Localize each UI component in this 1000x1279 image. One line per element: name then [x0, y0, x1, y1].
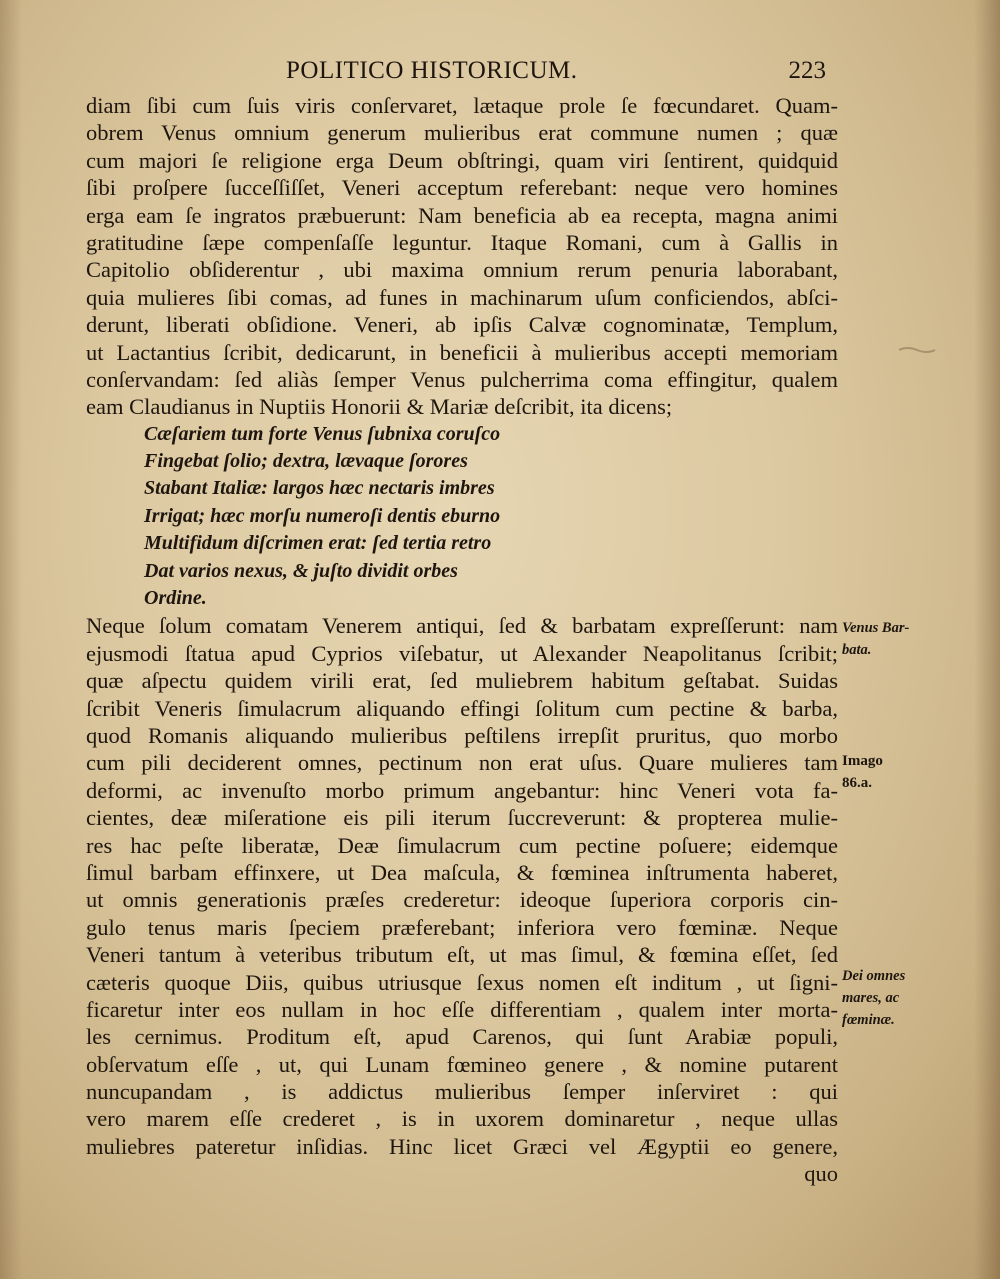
running-title: POLITICO HISTORICUM.: [286, 57, 578, 84]
text-line: quod Romanis aliquando mulieribus peſtilens irrepſit pruritus, quo morbo: [86, 722, 838, 748]
page-number: 223: [788, 57, 826, 84]
text-line: ut Lactantius ſcribit, dedicarunt, in beneficii à mulieribus accepti memoriam: [86, 339, 838, 365]
text-line: les cernimus. Proditum eſt, apud Carenos, qui ſunt Arabiæ populi,: [86, 1024, 838, 1050]
text-line: cum pili deciderent omnes, pectinum non erat uſus. Quare mulieres tam: [86, 750, 838, 776]
text-line: ſcribit Veneris ſimulacrum aliquando effingi ſolitum cum pectine & barba,: [86, 695, 838, 721]
text-line: obſervatum eſſe , ut, qui Lunam fœmineo genere , & nomine putarent: [86, 1051, 838, 1077]
verse-line: Cæſariem tum forte Venus ſubnixa coruſco: [144, 422, 501, 445]
text-line: nuncupandam , is addictus mulieribus ſemper inſerviret : qui: [86, 1079, 838, 1105]
text-line: Capitolio obſiderentur , ubi maxima omnium rerum penuria laborabant,: [86, 257, 838, 283]
verse-line: Multifidum diſcrimen erat: ſed tertia retro: [144, 532, 492, 555]
text-line: muliebres pateretur inſidias. Hinc licet Græci vel Ægyptii eo genere,: [86, 1133, 838, 1159]
text-line: cæteris quoque Diis, quibus utriusque ſexus nomen eſt inditum , ut ſigni-: [86, 969, 838, 995]
text-line: ſibi proſpere ſucceſſiſſet, Veneri acceptum referebant: neque vero homines: [86, 175, 838, 201]
margin-note-line: Venus Bar-: [842, 620, 910, 636]
margin-note-line: Imago: [842, 753, 883, 769]
catchword: quo: [804, 1161, 838, 1187]
text-line: ut omnis generationis præſes crederetur: ideoque ſuperiora corporis cin-: [86, 887, 838, 913]
text-line: quia mulieres ſibi comas, ad funes in machinarum uſum conficiendos, abſci-: [86, 284, 838, 310]
text-line: gulo tenus maris ſpeciem præferebant; inferiora vero fœminæ. Neque: [86, 914, 838, 940]
text-line: Neque ſolum comatam Venerem antiqui, ſed & barbatam expreſſerunt: nam: [86, 613, 838, 639]
text-line: cum majori ſe religione erga Deum obſtringi, quam viri ſentirent, quidquid: [86, 147, 838, 173]
margin-note-venus-barbata: [842, 617, 909, 661]
margin-note-line: mares, ac: [842, 990, 900, 1006]
text-line: eam Claudianus in Nuptiis Honorii & Mariæ deſcribit, ita dicens;: [86, 394, 673, 420]
verse-line: Ordine.: [144, 587, 207, 610]
margin-note-dei-omnes: [842, 965, 905, 1031]
text-line: Veneri tantum à veteribus tributum eſt, ut mas ſimul, & fœmina eſſet, ſed: [86, 942, 838, 968]
text-line: quæ aſpectu quidem virili erat, ſed muliebrem habitum geſtabat. Suidas: [86, 668, 838, 694]
text-line: ejusmodi ſtatua apud Cyprios viſebatur, ut Alexander Neapolitanus ſcribit;: [86, 640, 838, 666]
text-line: ſimul barbam effinxere, ut Dea maſcula, & fœminea inſtrumenta haberet,: [86, 859, 838, 885]
text-line: cientes, deæ miſeratione eis pili iterum ſuccreverunt: & propterea mulie-: [86, 805, 838, 831]
text-line: derunt, liberati obſidione. Veneri, ab ipſis Calvæ cognominatæ, Templum,: [86, 312, 838, 338]
margin-note-line: bata.: [842, 642, 872, 658]
text-line: gratitudine ſæpe compenſaſſe leguntur. Itaque Romani, cum à Gallis in: [86, 229, 838, 255]
text-line: deformi, ac invenuſto morbo primum angebantur: hinc Veneri vota fa-: [86, 777, 838, 803]
text-line: diam ſibi cum ſuis viris conſervaret, lætaque prole ſe fœcundaret. Quam-: [86, 93, 838, 118]
text-line: erga eam ſe ingratos præbuerunt: Nam beneficia ab ea recepta, magna animi: [86, 202, 838, 228]
ink-smudge-decoration: [897, 344, 937, 356]
verse-line: Dat varios nexus, & juſto dividit orbes: [144, 559, 458, 582]
margin-note-imago: [842, 750, 883, 794]
margin-note-line: 86.a.: [842, 775, 872, 791]
text-line: obrem Venus omnium generum mulieribus erat commune numen ; quæ: [86, 120, 838, 146]
margin-note-line: fœminæ.: [842, 1012, 895, 1028]
verse-line: Irrigat; hæc morſu numeroſi dentis eburno: [144, 504, 501, 527]
text-line: res hac peſte liberatæ, Deæ ſimulacrum cum pectine poſuere; eidemque: [86, 832, 838, 858]
verse-line: Stabant Italiæ: largos hæc nectaris imbres: [144, 477, 495, 500]
verse-line: Fingebat ſolio; dextra, lævaque ſorores: [144, 450, 468, 473]
main-text: [86, 92, 838, 1188]
text-line: ficaretur inter eos nullam in hoc eſſe differentiam , qualem inter morta-: [86, 996, 838, 1022]
text-line: vero marem eſſe crederet , is in uxorem dominaretur , neque ullas: [86, 1106, 838, 1132]
margin-note-line: Dei omnes: [842, 968, 906, 984]
text-line: conſervandam: ſed aliàs ſemper Venus pulcherrima coma effingitur, qualem: [86, 366, 838, 392]
page-header: [286, 57, 826, 93]
